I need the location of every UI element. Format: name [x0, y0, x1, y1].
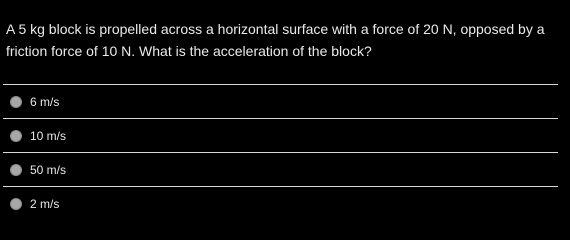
- radio-button[interactable]: [10, 130, 22, 142]
- answer-option-label: 10 m/s: [30, 128, 67, 143]
- answer-option-c[interactable]: [0, 153, 570, 186]
- answer-options: [0, 84, 570, 220]
- question-text: A 5 kg block is propelled across a horizontal surface with a force of 20 N, opposed by a friction force of 10 N. What is the acceleration of the block?: [6, 21, 545, 59]
- answer-option-label: 2 m/s: [30, 196, 60, 211]
- answer-option-label: 6 m/s: [30, 94, 60, 109]
- answer-option-d[interactable]: [0, 187, 570, 220]
- radio-button[interactable]: [10, 164, 22, 176]
- answer-option-label: 50 m/s: [30, 162, 67, 177]
- radio-button[interactable]: [10, 198, 22, 210]
- radio-button[interactable]: [10, 96, 22, 108]
- answer-option-b[interactable]: [0, 119, 570, 152]
- answer-option-a[interactable]: [0, 85, 570, 118]
